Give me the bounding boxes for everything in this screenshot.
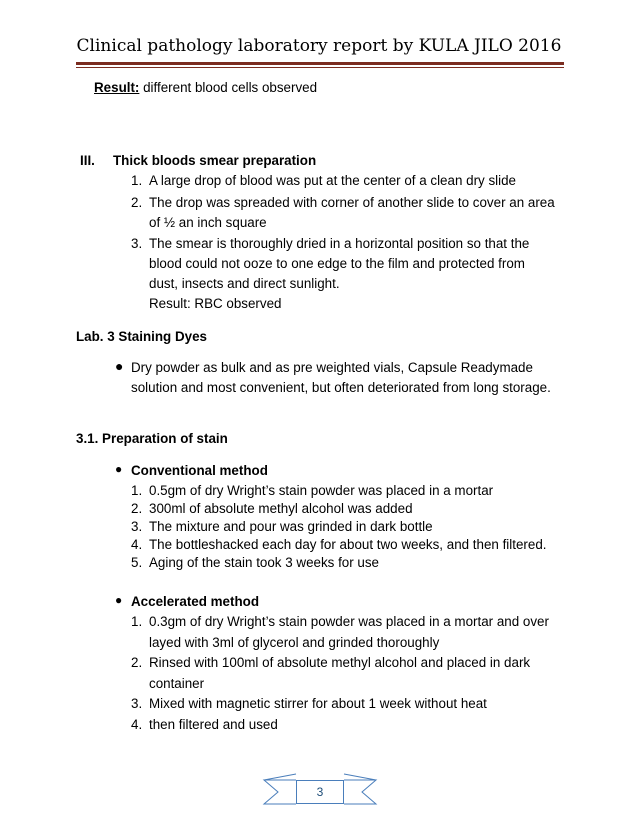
section-roman: III. bbox=[80, 153, 95, 168]
step-number: 3. bbox=[131, 696, 143, 711]
step-line: blood could not ooze to one edge to the film and protected from bbox=[149, 256, 525, 271]
bullet-dot-icon: ● bbox=[115, 358, 124, 374]
step-number: 2. bbox=[131, 501, 143, 516]
header-rule bbox=[76, 62, 564, 65]
result-line bbox=[94, 78, 317, 98]
step-line: The bottleshacked each day for about two weeks, and then filtered. bbox=[149, 537, 547, 552]
step-line: then filtered and used bbox=[149, 717, 278, 732]
accelerated-title: Accelerated method bbox=[131, 594, 259, 609]
step-number: 2. bbox=[131, 195, 143, 210]
step-line: dust, insects and direct sunlight. bbox=[149, 276, 340, 291]
step-line: layed with 3ml of glycerol and grinded thoroughly bbox=[149, 635, 440, 650]
step-line: The drop was spreaded with corner of another slide to cover an area bbox=[149, 195, 555, 210]
step-number: 3. bbox=[131, 519, 143, 534]
step-line: Mixed with magnetic stirrer for about 1 week without heat bbox=[149, 696, 487, 711]
bullet-dot-icon: ● bbox=[115, 462, 123, 476]
step-number: 4. bbox=[131, 717, 143, 732]
step-line: The smear is thoroughly dried in a horizontal position so that the bbox=[149, 236, 530, 251]
lab3-title: Lab. 3 Staining Dyes bbox=[76, 329, 207, 344]
page-number: 3 bbox=[296, 780, 344, 804]
step-line: 0.5gm of dry Wright’s stain powder was placed in a mortar bbox=[149, 483, 494, 498]
lab3-bullet-line: solution and most convenient, but often deteriorated from long storage. bbox=[131, 380, 551, 395]
step-line: of ½ an inch square bbox=[149, 215, 267, 230]
bullet-dot-icon: ● bbox=[115, 593, 123, 607]
step-line: The mixture and pour was grinded in dark bottle bbox=[149, 519, 433, 534]
header-title: Clinical pathology laboratory report by KULA JILO 2016 bbox=[76, 36, 562, 56]
section3-result: Result: RBC observed bbox=[149, 296, 282, 311]
step-number: 5. bbox=[131, 555, 143, 570]
step-line: Aging of the stain took 3 weeks for use bbox=[149, 555, 380, 570]
header-rule-thin bbox=[76, 67, 564, 68]
step-line: 300ml of absolute methyl alcohol was added bbox=[149, 501, 413, 516]
step-line: Rinsed with 100ml of absolute methyl alcohol and placed in dark bbox=[149, 655, 531, 670]
step-number: 2. bbox=[131, 655, 143, 670]
prep-title: 3.1. Preparation of stain bbox=[76, 431, 228, 446]
section-title: Thick bloods smear preparation bbox=[113, 153, 317, 168]
step-line: container bbox=[149, 676, 205, 691]
step-line: A large drop of blood was put at the center of a clean dry slide bbox=[149, 173, 516, 188]
step-line: 0.3gm of dry Wright’s stain powder was placed in a mortar and over bbox=[149, 614, 549, 629]
conventional-title: Conventional method bbox=[131, 463, 268, 478]
step-number: 1. bbox=[131, 614, 143, 629]
step-number: 1. bbox=[131, 173, 143, 188]
step-number: 4. bbox=[131, 537, 143, 552]
result-label: Result: bbox=[94, 80, 140, 95]
step-number: 3. bbox=[131, 236, 143, 251]
lab3-bullet-line: Dry powder as bulk and as pre weighted vials, Capsule Readymade bbox=[131, 360, 533, 375]
result-text: different blood cells observed bbox=[139, 80, 318, 95]
step-number: 1. bbox=[131, 483, 143, 498]
